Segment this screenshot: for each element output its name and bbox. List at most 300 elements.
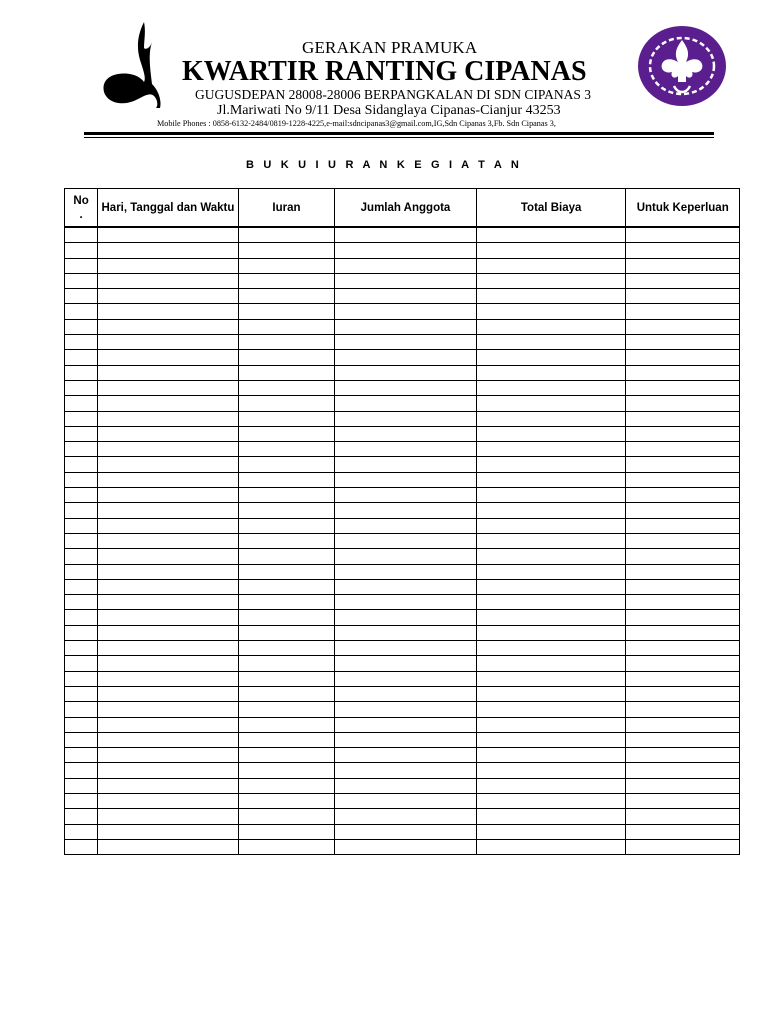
world-scout-logo: [636, 24, 728, 108]
cell-untuk: [626, 809, 740, 824]
cell-no: [65, 319, 98, 334]
cell-jumlah: [335, 319, 477, 334]
cell-total: [476, 579, 626, 594]
table-row: [65, 411, 740, 426]
cell-no: [65, 380, 98, 395]
cell-iuran: [238, 304, 334, 319]
cell-untuk: [626, 319, 740, 334]
cell-total: [476, 748, 626, 763]
cell-jumlah: [335, 442, 477, 457]
cell-jumlah: [335, 686, 477, 701]
table-header-row: [65, 189, 740, 228]
cell-iuran: [238, 686, 334, 701]
cell-total: [476, 380, 626, 395]
cell-iuran: [238, 763, 334, 778]
cell-total: [476, 442, 626, 457]
cell-jumlah: [335, 350, 477, 365]
table-row: [65, 273, 740, 288]
cell-jumlah: [335, 778, 477, 793]
cell-untuk: [626, 595, 740, 610]
cell-no: [65, 671, 98, 686]
cell-date: [98, 396, 239, 411]
cell-total: [476, 809, 626, 824]
cell-date: [98, 442, 239, 457]
cell-date: [98, 319, 239, 334]
cell-no: [65, 778, 98, 793]
header-rule-thick: [84, 132, 714, 135]
table-body: [65, 227, 740, 855]
cell-date: [98, 549, 239, 564]
table-row: [65, 778, 740, 793]
cell-date: [98, 778, 239, 793]
cell-date: [98, 488, 239, 503]
cell-date: [98, 579, 239, 594]
cell-jumlah: [335, 426, 477, 441]
cell-date: [98, 610, 239, 625]
cell-jumlah: [335, 227, 477, 243]
cell-untuk: [626, 579, 740, 594]
cell-iuran: [238, 778, 334, 793]
cell-date: [98, 686, 239, 701]
cell-iuran: [238, 702, 334, 717]
cell-total: [476, 625, 626, 640]
cell-no: [65, 488, 98, 503]
cell-untuk: [626, 824, 740, 839]
cell-no: [65, 289, 98, 304]
cell-untuk: [626, 778, 740, 793]
cell-jumlah: [335, 335, 477, 350]
cell-no: [65, 656, 98, 671]
cell-total: [476, 763, 626, 778]
cell-date: [98, 426, 239, 441]
cell-date: [98, 518, 239, 533]
cell-jumlah: [335, 564, 477, 579]
cell-jumlah: [335, 671, 477, 686]
cell-total: [476, 656, 626, 671]
cell-date: [98, 258, 239, 273]
cell-date: [98, 641, 239, 656]
cell-jumlah: [335, 809, 477, 824]
cell-date: [98, 625, 239, 640]
cell-no: [65, 793, 98, 808]
cell-jumlah: [335, 763, 477, 778]
cell-jumlah: [335, 824, 477, 839]
cell-iuran: [238, 227, 334, 243]
cell-untuk: [626, 564, 740, 579]
cell-no: [65, 396, 98, 411]
cell-untuk: [626, 426, 740, 441]
cell-no: [65, 839, 98, 854]
table-row: [65, 809, 740, 824]
cell-iuran: [238, 335, 334, 350]
cell-iuran: [238, 273, 334, 288]
cell-date: [98, 503, 239, 518]
cell-total: [476, 671, 626, 686]
cell-jumlah: [335, 457, 477, 472]
header-total-biaya: Total Biaya: [476, 189, 626, 228]
cell-iuran: [238, 732, 334, 747]
cell-iuran: [238, 533, 334, 548]
table-row: [65, 717, 740, 732]
table-row: [65, 472, 740, 487]
cell-date: [98, 457, 239, 472]
cell-no: [65, 258, 98, 273]
cell-date: [98, 656, 239, 671]
cell-untuk: [626, 839, 740, 854]
table-row: [65, 335, 740, 350]
table-row: [65, 763, 740, 778]
cell-iuran: [238, 549, 334, 564]
table-row: [65, 442, 740, 457]
cell-iuran: [238, 411, 334, 426]
cell-untuk: [626, 335, 740, 350]
header-rule-thin: [84, 137, 714, 138]
header-untuk-keperluan: Untuk Keperluan: [626, 189, 740, 228]
cell-jumlah: [335, 243, 477, 258]
cell-untuk: [626, 243, 740, 258]
cell-untuk: [626, 503, 740, 518]
cell-jumlah: [335, 732, 477, 747]
cell-iuran: [238, 824, 334, 839]
cell-jumlah: [335, 656, 477, 671]
table-row: [65, 671, 740, 686]
table-row: [65, 258, 740, 273]
cell-untuk: [626, 625, 740, 640]
table-row: [65, 732, 740, 747]
cell-untuk: [626, 365, 740, 380]
cell-iuran: [238, 396, 334, 411]
cell-jumlah: [335, 533, 477, 548]
cell-jumlah: [335, 702, 477, 717]
cell-date: [98, 243, 239, 258]
cell-date: [98, 763, 239, 778]
table-row: [65, 319, 740, 334]
cell-untuk: [626, 350, 740, 365]
cell-iuran: [238, 564, 334, 579]
cell-jumlah: [335, 518, 477, 533]
cell-total: [476, 717, 626, 732]
cell-iuran: [238, 518, 334, 533]
cell-untuk: [626, 289, 740, 304]
cell-jumlah: [335, 793, 477, 808]
table-row: [65, 503, 740, 518]
cell-untuk: [626, 763, 740, 778]
cell-no: [65, 442, 98, 457]
cell-jumlah: [335, 549, 477, 564]
cell-no: [65, 686, 98, 701]
cell-iuran: [238, 641, 334, 656]
dues-ledger-table: [64, 188, 740, 855]
cell-jumlah: [335, 289, 477, 304]
table-row: [65, 518, 740, 533]
cell-total: [476, 564, 626, 579]
cell-untuk: [626, 686, 740, 701]
cell-no: [65, 472, 98, 487]
cell-total: [476, 641, 626, 656]
address-line: Jl.Mariwati No 9/11 Desa Sidanglaya Cipanas-Cianjur 43253: [217, 103, 561, 118]
cell-iuran: [238, 625, 334, 640]
header-jumlah-anggota: Jumlah Anggota: [335, 189, 477, 228]
cell-no: [65, 335, 98, 350]
table-row: [65, 839, 740, 854]
cell-date: [98, 350, 239, 365]
cell-date: [98, 472, 239, 487]
cell-no: [65, 595, 98, 610]
cell-date: [98, 564, 239, 579]
cell-untuk: [626, 273, 740, 288]
header-date: Hari, Tanggal dan Waktu: [98, 189, 239, 228]
header-iuran: Iuran: [238, 189, 334, 228]
cell-date: [98, 748, 239, 763]
table-row: [65, 457, 740, 472]
gugus-depan-line: GUGUSDEPAN 28008-28006 BERPANGKALAN DI SDN CIPANAS 3: [195, 87, 592, 102]
cell-iuran: [238, 488, 334, 503]
cell-total: [476, 243, 626, 258]
table-row: [65, 380, 740, 395]
table-row: [65, 686, 740, 701]
cell-untuk: [626, 304, 740, 319]
cell-untuk: [626, 411, 740, 426]
cell-jumlah: [335, 839, 477, 854]
cell-total: [476, 350, 626, 365]
cell-untuk: [626, 732, 740, 747]
cell-no: [65, 304, 98, 319]
cell-total: [476, 686, 626, 701]
cell-total: [476, 793, 626, 808]
letterhead-title: KWARTIR RANTING CIPANAS: [182, 56, 587, 87]
cell-total: [476, 503, 626, 518]
cell-iuran: [238, 793, 334, 808]
cell-no: [65, 717, 98, 732]
cell-date: [98, 732, 239, 747]
cell-iuran: [238, 656, 334, 671]
cell-jumlah: [335, 365, 477, 380]
cell-no: [65, 503, 98, 518]
cell-untuk: [626, 396, 740, 411]
cell-iuran: [238, 258, 334, 273]
cell-no: [65, 641, 98, 656]
cell-no: [65, 518, 98, 533]
cell-total: [476, 227, 626, 243]
table-row: [65, 396, 740, 411]
cell-untuk: [626, 641, 740, 656]
cell-untuk: [626, 702, 740, 717]
document-title: B U K U I U R A N K E G I A T A N: [245, 159, 523, 171]
cell-untuk: [626, 549, 740, 564]
cell-iuran: [238, 319, 334, 334]
tunas-kelapa-logo: [100, 20, 164, 110]
table-row: [65, 625, 740, 640]
cell-jumlah: [335, 411, 477, 426]
cell-total: [476, 549, 626, 564]
cell-no: [65, 457, 98, 472]
table-row: [65, 243, 740, 258]
cell-total: [476, 335, 626, 350]
cell-total: [476, 304, 626, 319]
cell-no: [65, 227, 98, 243]
cell-total: [476, 778, 626, 793]
cell-untuk: [626, 717, 740, 732]
cell-date: [98, 809, 239, 824]
table-row: [65, 748, 740, 763]
cell-untuk: [626, 442, 740, 457]
cell-total: [476, 457, 626, 472]
cell-iuran: [238, 365, 334, 380]
table-row: [65, 579, 740, 594]
cell-date: [98, 335, 239, 350]
cell-jumlah: [335, 748, 477, 763]
cell-jumlah: [335, 472, 477, 487]
cell-no: [65, 533, 98, 548]
table-row: [65, 610, 740, 625]
cell-iuran: [238, 380, 334, 395]
cell-total: [476, 258, 626, 273]
cell-no: [65, 625, 98, 640]
cell-iuran: [238, 243, 334, 258]
cell-date: [98, 824, 239, 839]
cell-untuk: [626, 258, 740, 273]
cell-iuran: [238, 671, 334, 686]
cell-no: [65, 824, 98, 839]
cell-jumlah: [335, 641, 477, 656]
cell-no: [65, 702, 98, 717]
cell-untuk: [626, 488, 740, 503]
cell-date: [98, 671, 239, 686]
cell-jumlah: [335, 304, 477, 319]
cell-iuran: [238, 717, 334, 732]
cell-date: [98, 533, 239, 548]
cell-no: [65, 732, 98, 747]
cell-iuran: [238, 503, 334, 518]
cell-jumlah: [335, 625, 477, 640]
cell-no: [65, 549, 98, 564]
table-row: [65, 426, 740, 441]
organization-name: GERAKAN PRAMUKA: [302, 38, 478, 57]
cell-date: [98, 411, 239, 426]
table-row: [65, 365, 740, 380]
cell-total: [476, 411, 626, 426]
cell-jumlah: [335, 380, 477, 395]
contact-line: Mobile Phones : 0858-6132-2484/0819-1228-4225,e-mail:sdncipanas3@gmail.com,IG,Sdn Cipanas 3,Fb. Sdn Cipanas 3,: [157, 119, 556, 128]
cell-untuk: [626, 457, 740, 472]
cell-iuran: [238, 426, 334, 441]
cell-iuran: [238, 472, 334, 487]
cell-untuk: [626, 518, 740, 533]
cell-iuran: [238, 350, 334, 365]
cell-jumlah: [335, 488, 477, 503]
cell-iuran: [238, 289, 334, 304]
header-no: No .: [65, 189, 98, 228]
cell-date: [98, 273, 239, 288]
cell-total: [476, 518, 626, 533]
cell-no: [65, 426, 98, 441]
cell-total: [476, 488, 626, 503]
table-row: [65, 533, 740, 548]
cell-total: [476, 610, 626, 625]
cell-no: [65, 763, 98, 778]
cell-total: [476, 396, 626, 411]
cell-untuk: [626, 656, 740, 671]
cell-date: [98, 702, 239, 717]
cell-iuran: [238, 457, 334, 472]
cell-untuk: [626, 793, 740, 808]
cell-no: [65, 273, 98, 288]
cell-untuk: [626, 533, 740, 548]
table-row: [65, 595, 740, 610]
cell-no: [65, 411, 98, 426]
cell-total: [476, 472, 626, 487]
cell-no: [65, 350, 98, 365]
cell-untuk: [626, 610, 740, 625]
cell-date: [98, 595, 239, 610]
cell-untuk: [626, 380, 740, 395]
cell-total: [476, 365, 626, 380]
cell-jumlah: [335, 579, 477, 594]
cell-date: [98, 304, 239, 319]
cell-iuran: [238, 748, 334, 763]
cell-iuran: [238, 839, 334, 854]
cell-no: [65, 243, 98, 258]
cell-untuk: [626, 748, 740, 763]
table-row: [65, 549, 740, 564]
cell-untuk: [626, 472, 740, 487]
cell-no: [65, 809, 98, 824]
cell-iuran: [238, 610, 334, 625]
table-row: [65, 641, 740, 656]
cell-total: [476, 533, 626, 548]
cell-total: [476, 289, 626, 304]
cell-date: [98, 793, 239, 808]
cell-no: [65, 610, 98, 625]
cell-jumlah: [335, 258, 477, 273]
cell-no: [65, 748, 98, 763]
cell-iuran: [238, 442, 334, 457]
cell-total: [476, 319, 626, 334]
cell-no: [65, 365, 98, 380]
table-row: [65, 656, 740, 671]
table-row: [65, 824, 740, 839]
cell-jumlah: [335, 717, 477, 732]
table-row: [65, 304, 740, 319]
cell-total: [476, 702, 626, 717]
table-row: [65, 488, 740, 503]
cell-no: [65, 579, 98, 594]
cell-iuran: [238, 809, 334, 824]
cell-total: [476, 595, 626, 610]
table-row: [65, 702, 740, 717]
cell-jumlah: [335, 610, 477, 625]
cell-jumlah: [335, 595, 477, 610]
table-row: [65, 350, 740, 365]
cell-total: [476, 839, 626, 854]
cell-date: [98, 289, 239, 304]
cell-untuk: [626, 671, 740, 686]
cell-date: [98, 380, 239, 395]
table-row: [65, 564, 740, 579]
cell-iuran: [238, 595, 334, 610]
cell-date: [98, 227, 239, 243]
cell-iuran: [238, 579, 334, 594]
cell-total: [476, 426, 626, 441]
table-row: [65, 227, 740, 243]
cell-date: [98, 839, 239, 854]
cell-date: [98, 365, 239, 380]
cell-total: [476, 732, 626, 747]
cell-total: [476, 824, 626, 839]
cell-jumlah: [335, 273, 477, 288]
cell-total: [476, 273, 626, 288]
cell-jumlah: [335, 503, 477, 518]
